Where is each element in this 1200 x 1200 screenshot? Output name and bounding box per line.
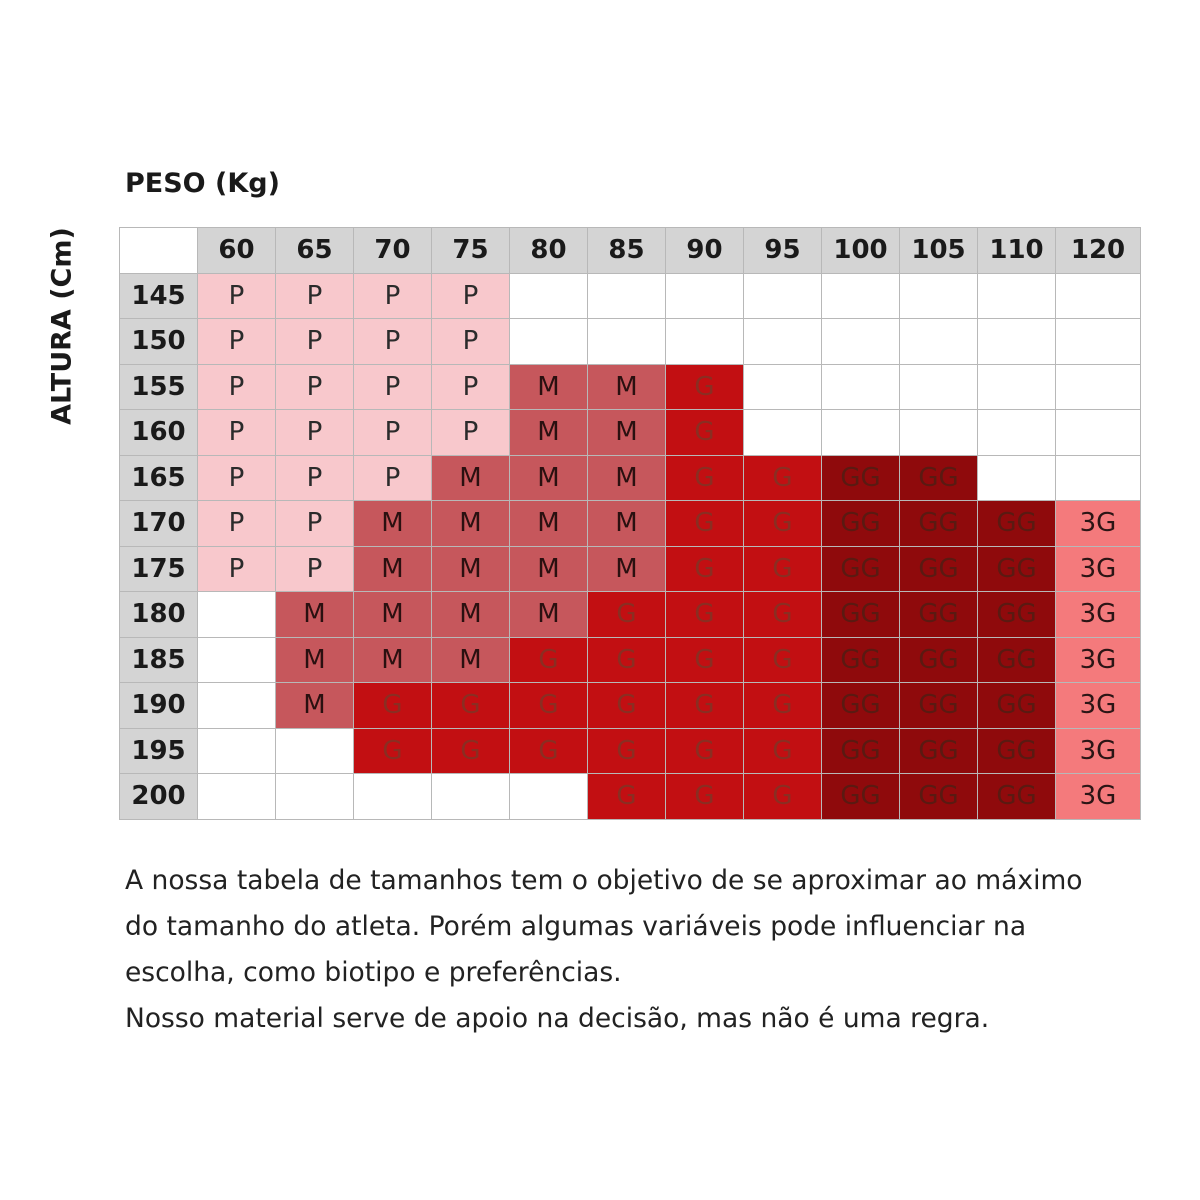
empty-cell: [744, 273, 822, 319]
height-header-190: 190: [120, 683, 198, 729]
size-cell-g: G: [744, 774, 822, 820]
height-header-145: 145: [120, 273, 198, 319]
empty-cell: [588, 273, 666, 319]
size-cell-g: G: [744, 683, 822, 729]
empty-cell: [822, 410, 900, 456]
height-header-185: 185: [120, 637, 198, 683]
size-cell-m: M: [588, 410, 666, 456]
size-cell-m: M: [510, 455, 588, 501]
size-chart-note: [125, 858, 1125, 1042]
empty-cell: [978, 273, 1056, 319]
height-header-180: 180: [120, 592, 198, 638]
height-row-150: [120, 319, 1141, 365]
size-cell-m: M: [432, 637, 510, 683]
size-cell-p: P: [432, 319, 510, 365]
size-cell-gg: GG: [822, 546, 900, 592]
size-cell-3g: 3G: [1056, 592, 1141, 638]
size-cell-3g: 3G: [1056, 546, 1141, 592]
size-cell-g: G: [588, 637, 666, 683]
size-cell-p: P: [198, 364, 276, 410]
size-cell-p: P: [198, 273, 276, 319]
size-cell-m: M: [354, 501, 432, 547]
size-cell-p: P: [354, 319, 432, 365]
height-header-155: 155: [120, 364, 198, 410]
size-cell-m: M: [588, 364, 666, 410]
note-line: escolha, como biotipo e preferências.: [125, 957, 622, 988]
size-cell-gg: GG: [822, 455, 900, 501]
empty-cell: [744, 364, 822, 410]
size-cell-gg: GG: [978, 728, 1056, 774]
size-cell-gg: GG: [822, 592, 900, 638]
height-header-165: 165: [120, 455, 198, 501]
size-cell-m: M: [510, 410, 588, 456]
size-cell-gg: GG: [900, 546, 978, 592]
size-cell-gg: GG: [900, 501, 978, 547]
size-cell-m: M: [276, 683, 354, 729]
size-cell-m: M: [510, 592, 588, 638]
empty-cell: [978, 364, 1056, 410]
empty-cell: [276, 774, 354, 820]
size-cell-p: P: [276, 273, 354, 319]
size-cell-g: G: [744, 592, 822, 638]
size-cell-m: M: [588, 455, 666, 501]
size-cell-p: P: [354, 455, 432, 501]
size-cell-g: G: [354, 728, 432, 774]
note-line: A nossa tabela de tamanhos tem o objetivo de se aproximar ao máximo: [125, 865, 1083, 896]
empty-cell: [978, 455, 1056, 501]
weight-header-105: 105: [900, 228, 978, 274]
size-cell-gg: GG: [900, 774, 978, 820]
weight-header-row: [120, 228, 1141, 274]
size-cell-g: G: [666, 364, 744, 410]
size-cell-gg: GG: [900, 455, 978, 501]
size-cell-3g: 3G: [1056, 637, 1141, 683]
empty-cell: [744, 410, 822, 456]
size-cell-p: P: [432, 364, 510, 410]
size-cell-gg: GG: [822, 637, 900, 683]
empty-cell: [666, 319, 744, 365]
size-cell-g: G: [588, 683, 666, 729]
size-cell-p: P: [276, 410, 354, 456]
height-header-200: 200: [120, 774, 198, 820]
weight-header-65: 65: [276, 228, 354, 274]
size-cell-m: M: [588, 546, 666, 592]
size-cell-g: G: [744, 501, 822, 547]
height-row-185: [120, 637, 1141, 683]
size-cell-p: P: [198, 410, 276, 456]
size-cell-p: P: [276, 455, 354, 501]
size-cell-p: P: [354, 410, 432, 456]
size-cell-gg: GG: [978, 683, 1056, 729]
size-cell-m: M: [354, 637, 432, 683]
size-cell-m: M: [354, 592, 432, 638]
height-header-175: 175: [120, 546, 198, 592]
weight-header-75: 75: [432, 228, 510, 274]
size-cell-g: G: [666, 683, 744, 729]
size-cell-g: G: [666, 455, 744, 501]
size-cell-g: G: [744, 728, 822, 774]
empty-cell: [1056, 319, 1141, 365]
size-cell-gg: GG: [822, 728, 900, 774]
size-cell-gg: GG: [900, 592, 978, 638]
size-cell-g: G: [666, 774, 744, 820]
size-cell-g: G: [510, 728, 588, 774]
weight-header-85: 85: [588, 228, 666, 274]
height-row-145: [120, 273, 1141, 319]
height-header-150: 150: [120, 319, 198, 365]
empty-cell: [510, 273, 588, 319]
size-cell-p: P: [198, 455, 276, 501]
size-cell-p: P: [354, 364, 432, 410]
size-cell-m: M: [432, 592, 510, 638]
weight-header-60: 60: [198, 228, 276, 274]
height-row-165: [120, 455, 1141, 501]
empty-cell: [1056, 410, 1141, 456]
size-cell-g: G: [432, 728, 510, 774]
empty-cell: [744, 319, 822, 365]
size-cell-m: M: [510, 364, 588, 410]
empty-cell: [666, 273, 744, 319]
size-cell-3g: 3G: [1056, 683, 1141, 729]
size-cell-gg: GG: [822, 774, 900, 820]
size-cell-gg: GG: [822, 683, 900, 729]
size-cell-gg: GG: [978, 501, 1056, 547]
empty-cell: [900, 319, 978, 365]
height-axis-label: ALTURA (Cm): [46, 227, 78, 425]
table-corner-cell: [120, 228, 198, 274]
empty-cell: [198, 683, 276, 729]
size-cell-p: P: [276, 501, 354, 547]
size-cell-g: G: [744, 637, 822, 683]
height-row-155: [120, 364, 1141, 410]
size-cell-gg: GG: [822, 501, 900, 547]
size-cell-3g: 3G: [1056, 774, 1141, 820]
size-cell-g: G: [588, 774, 666, 820]
size-cell-gg: GG: [978, 774, 1056, 820]
size-cell-p: P: [276, 546, 354, 592]
height-row-180: [120, 592, 1141, 638]
height-row-200: [120, 774, 1141, 820]
height-row-190: [120, 683, 1141, 729]
size-cell-gg: GG: [900, 637, 978, 683]
size-cell-g: G: [666, 410, 744, 456]
empty-cell: [978, 319, 1056, 365]
size-cell-m: M: [510, 501, 588, 547]
size-cell-gg: GG: [900, 683, 978, 729]
size-cell-g: G: [744, 546, 822, 592]
note-line: Nosso material serve de apoio na decisão, mas não é uma regra.: [125, 1003, 990, 1034]
size-cell-g: G: [510, 637, 588, 683]
empty-cell: [1056, 273, 1141, 319]
height-row-175: [120, 546, 1141, 592]
size-cell-m: M: [276, 637, 354, 683]
empty-cell: [900, 364, 978, 410]
size-cell-m: M: [354, 546, 432, 592]
height-header-170: 170: [120, 501, 198, 547]
empty-cell: [900, 273, 978, 319]
empty-cell: [510, 319, 588, 365]
empty-cell: [510, 774, 588, 820]
empty-cell: [198, 637, 276, 683]
height-row-195: [120, 728, 1141, 774]
size-cell-g: G: [666, 728, 744, 774]
empty-cell: [978, 410, 1056, 456]
height-row-160: [120, 410, 1141, 456]
weight-header-110: 110: [978, 228, 1056, 274]
size-chart-table: [119, 227, 1141, 820]
size-cell-m: M: [432, 501, 510, 547]
size-cell-m: M: [276, 592, 354, 638]
size-cell-p: P: [198, 546, 276, 592]
empty-cell: [822, 364, 900, 410]
height-row-170: [120, 501, 1141, 547]
empty-cell: [900, 410, 978, 456]
empty-cell: [198, 774, 276, 820]
note-line: do tamanho do atleta. Porém algumas variáveis pode influenciar na: [125, 911, 1027, 942]
weight-header-95: 95: [744, 228, 822, 274]
weight-header-100: 100: [822, 228, 900, 274]
weight-header-120: 120: [1056, 228, 1141, 274]
weight-header-70: 70: [354, 228, 432, 274]
size-cell-p: P: [432, 410, 510, 456]
empty-cell: [432, 774, 510, 820]
height-header-195: 195: [120, 728, 198, 774]
empty-cell: [1056, 455, 1141, 501]
size-cell-p: P: [198, 319, 276, 365]
size-cell-3g: 3G: [1056, 501, 1141, 547]
size-cell-g: G: [588, 592, 666, 638]
empty-cell: [276, 728, 354, 774]
weight-header-90: 90: [666, 228, 744, 274]
size-cell-p: P: [198, 501, 276, 547]
size-cell-m: M: [510, 546, 588, 592]
size-cell-m: M: [432, 546, 510, 592]
size-cell-g: G: [666, 637, 744, 683]
size-cell-g: G: [744, 455, 822, 501]
size-cell-gg: GG: [978, 637, 1056, 683]
empty-cell: [198, 592, 276, 638]
size-cell-p: P: [276, 319, 354, 365]
size-cell-gg: GG: [900, 728, 978, 774]
empty-cell: [822, 273, 900, 319]
size-cell-g: G: [666, 501, 744, 547]
size-cell-gg: GG: [978, 546, 1056, 592]
size-cell-p: P: [276, 364, 354, 410]
weight-axis-label: PESO (Kg): [125, 168, 280, 199]
size-cell-m: M: [588, 501, 666, 547]
size-cell-p: P: [432, 273, 510, 319]
size-cell-g: G: [510, 683, 588, 729]
size-cell-3g: 3G: [1056, 728, 1141, 774]
size-cell-p: P: [354, 273, 432, 319]
size-cell-g: G: [588, 728, 666, 774]
empty-cell: [354, 774, 432, 820]
size-cell-g: G: [666, 592, 744, 638]
empty-cell: [1056, 364, 1141, 410]
size-cell-m: M: [432, 455, 510, 501]
empty-cell: [198, 728, 276, 774]
size-cell-g: G: [666, 546, 744, 592]
empty-cell: [822, 319, 900, 365]
size-cell-g: G: [354, 683, 432, 729]
size-cell-gg: GG: [978, 592, 1056, 638]
size-cell-g: G: [432, 683, 510, 729]
weight-header-80: 80: [510, 228, 588, 274]
height-header-160: 160: [120, 410, 198, 456]
empty-cell: [588, 319, 666, 365]
